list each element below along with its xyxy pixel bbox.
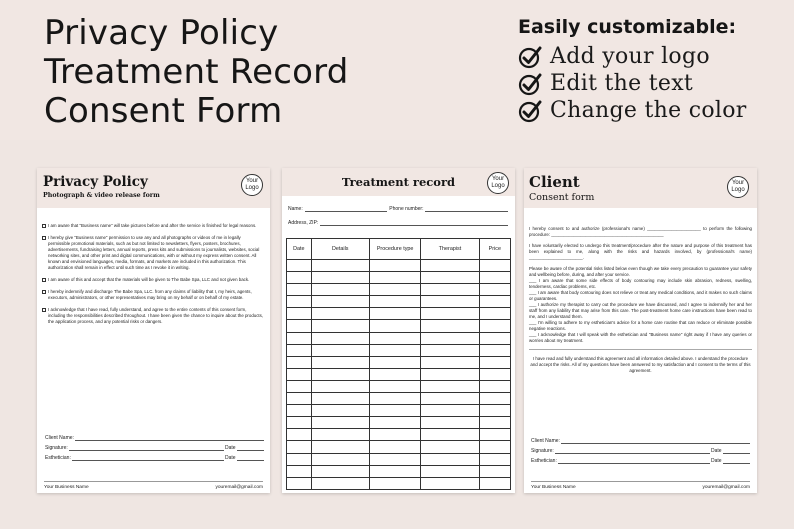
table-cell[interactable] [421, 320, 479, 332]
privacy-policy-page [37, 168, 270, 493]
table-row [287, 441, 511, 453]
table-body [287, 260, 511, 490]
paragraph: Please be aware of the potential risks listed below even though we take every precaution to guarantee your safety and wellbeing before, during, and after your service. ___ I am aware that some side effects of body contouring may include skin abrasion, redness, swelling, tenderness, cardiac problems, etc. ___ I am aware that body contouring does not relieve or treat any medical conditions, and it makes no such claims or guarantees. ___ I authorize my therapist to carry out the procedure we have discussed, and I agree to indemnify her and her staff from any liability that may arise from this care. The post-treatment home care instructions have been read to me, and I understand them. ___ I'm willing to adhere to my esthetician's advice for a home care routine that can reduce or eliminate possible negative reactions. ___ I acknowledge that I will speak with the esthetician and "Business name" right away if I have any queries or worries about my treatment. [529, 266, 752, 343]
table-cell[interactable] [311, 417, 369, 429]
table-cell[interactable] [369, 308, 421, 320]
table-cell[interactable] [421, 332, 479, 344]
table-cell[interactable] [479, 465, 510, 477]
list-item: I acknowledge that I have read, fully understand, and agree to the entire contents of this consent form, including the responsibilities described throughout. I have been given the chance to inquire about the products, the application process, and any potential risks or dangers. [42, 307, 264, 325]
table-cell[interactable] [421, 393, 479, 405]
table-row [287, 477, 511, 489]
client-name-field[interactable]: Client Name: [531, 438, 751, 444]
checkbox[interactable] [42, 278, 46, 282]
address-row[interactable]: Address, ZIP: [288, 220, 510, 226]
table-cell[interactable] [287, 453, 312, 465]
checkbox[interactable] [42, 290, 46, 294]
table-cell[interactable] [311, 441, 369, 453]
list-item: I hereby indemnify and discharge The Babe Spa, LLC. from any claims of liability that I, my heirs, agents, executors, administrators, or other representatives may bring on my behalf or on behalf of my estate. [42, 289, 264, 301]
table-cell[interactable] [421, 308, 479, 320]
table-cell[interactable] [287, 441, 312, 453]
table-cell[interactable] [287, 393, 312, 405]
table-cell[interactable] [287, 417, 312, 429]
column-header: Details [311, 239, 369, 260]
table-row [287, 368, 511, 380]
table-cell[interactable] [479, 260, 510, 272]
table-cell[interactable] [369, 380, 421, 392]
table-cell[interactable] [479, 393, 510, 405]
column-header: Price [479, 239, 510, 260]
paragraph: I hereby consent to and authorize (professional's name) ______________________ to perform the following procedure: ______________________________________________ [529, 226, 752, 237]
list-item: I am aware that "Business name" will take pictures before and after the service is finished for legal reasons. [42, 223, 264, 229]
title-line: Privacy Policy [44, 13, 279, 53]
table-cell[interactable] [479, 405, 510, 417]
table-cell[interactable] [421, 368, 479, 380]
table-cell[interactable] [421, 380, 479, 392]
client-name-field[interactable]: Client Name: [45, 435, 265, 441]
feature-item [518, 43, 788, 70]
table-cell[interactable] [421, 465, 479, 477]
table-cell[interactable] [479, 296, 510, 308]
list-item: I am aware of this and accept that the materials will be given to The Babe Spa, LLC and not given back. [42, 277, 264, 283]
table-row [287, 332, 511, 344]
page-subtitle: Consent form [529, 192, 595, 203]
table-cell[interactable] [421, 429, 479, 441]
signature-field[interactable]: Signature: Date [45, 445, 265, 451]
checkmark-icon [518, 72, 544, 96]
table-cell[interactable] [287, 429, 312, 441]
table-cell[interactable] [421, 453, 479, 465]
table-cell[interactable] [421, 417, 479, 429]
client-fields [288, 206, 510, 234]
table-cell[interactable] [287, 344, 312, 356]
table-cell[interactable] [311, 477, 369, 489]
logo-placeholder: Your Logo [241, 174, 263, 196]
table-cell[interactable] [311, 393, 369, 405]
table-cell[interactable] [311, 308, 369, 320]
table-cell[interactable] [311, 272, 369, 284]
table-cell[interactable] [369, 356, 421, 368]
page-title: Treatment record [341, 175, 456, 189]
name-phone-row[interactable]: Name: Phone number: [288, 206, 510, 212]
page-subtitle: Photograph & video release form [43, 192, 160, 199]
checkbox[interactable] [42, 308, 46, 312]
table-row [287, 465, 511, 477]
table-cell[interactable] [421, 296, 479, 308]
table-cell[interactable] [287, 308, 312, 320]
table-cell[interactable] [287, 356, 312, 368]
feature-label: Change the color [550, 98, 747, 123]
checkbox[interactable] [42, 236, 46, 240]
table-cell[interactable] [287, 320, 312, 332]
table-row [287, 308, 511, 320]
column-header: Procedure type [369, 239, 421, 260]
title-line: Treatment Record [44, 52, 349, 92]
table-cell[interactable] [421, 405, 479, 417]
table-cell[interactable] [287, 296, 312, 308]
table-row [287, 356, 511, 368]
table-cell[interactable] [369, 393, 421, 405]
table-cell[interactable] [479, 477, 510, 489]
esthetician-field[interactable]: Esthetician: Date [45, 455, 265, 461]
product-titles [44, 14, 349, 131]
esthetician-field[interactable]: Esthetician: Date [531, 458, 751, 464]
table-cell[interactable] [369, 332, 421, 344]
table-row [287, 296, 511, 308]
table-cell[interactable] [369, 441, 421, 453]
signature-field[interactable]: Signature: Date [531, 448, 751, 454]
table-cell[interactable] [287, 260, 312, 272]
page-footer: Your Business Name youremail@gmail.com [44, 481, 263, 490]
table-cell[interactable] [479, 380, 510, 392]
closing-statement: I have read and fully understand this agreement and all information detailed above. I understand the procedure and accept the risks. All of my questions have been answered to my satisfaction and I consent to the terms of this agreement. [530, 356, 751, 373]
table-cell[interactable] [369, 417, 421, 429]
treatment-table [286, 238, 511, 490]
customize-heading: Easily customizable: [518, 16, 737, 38]
table-cell[interactable] [311, 368, 369, 380]
consent-body [529, 226, 752, 379]
table-cell[interactable] [421, 260, 479, 272]
treatment-record-page [282, 168, 515, 493]
feature-item [518, 70, 788, 97]
table-cell[interactable] [369, 344, 421, 356]
table-cell[interactable] [287, 380, 312, 392]
table-cell[interactable] [311, 332, 369, 344]
table-cell[interactable] [479, 453, 510, 465]
consent-form-page [524, 168, 757, 493]
table-cell[interactable] [479, 284, 510, 296]
table-cell[interactable] [421, 441, 479, 453]
table-cell[interactable] [369, 465, 421, 477]
page-header [282, 168, 515, 196]
table-row [287, 260, 511, 272]
table-cell[interactable] [479, 441, 510, 453]
paragraph: I have voluntarily elected to undergo this treatment/procedure after the nature and purpose of this treatment has been explained to me, along with the risks and hazards involved, by (professional's name) ______________________. [529, 243, 752, 260]
table-row [287, 405, 511, 417]
table-cell[interactable] [311, 453, 369, 465]
checkmark-icon [518, 99, 544, 123]
logo-placeholder: Your Logo [487, 172, 509, 194]
table-row [287, 393, 511, 405]
table-cell[interactable] [311, 465, 369, 477]
table-cell[interactable] [369, 477, 421, 489]
table-cell[interactable] [369, 368, 421, 380]
table-cell[interactable] [421, 284, 479, 296]
table-cell[interactable] [287, 405, 312, 417]
table-cell[interactable] [479, 368, 510, 380]
table-cell[interactable] [479, 417, 510, 429]
table-row [287, 380, 511, 392]
release-items [42, 223, 264, 331]
table-cell[interactable] [369, 284, 421, 296]
table-cell[interactable] [479, 429, 510, 441]
feature-label: Add your logo [550, 44, 710, 69]
table-cell[interactable] [311, 429, 369, 441]
logo-placeholder: Your Logo [727, 176, 749, 198]
table-row [287, 429, 511, 441]
table-cell[interactable] [311, 320, 369, 332]
table-cell[interactable] [369, 453, 421, 465]
table-cell[interactable] [369, 405, 421, 417]
table-row [287, 284, 511, 296]
table-cell[interactable] [369, 272, 421, 284]
table-cell[interactable] [369, 429, 421, 441]
feature-item [518, 97, 788, 124]
table-row [287, 344, 511, 356]
checkmark-icon [518, 45, 544, 69]
table-cell[interactable] [479, 308, 510, 320]
table-cell[interactable] [479, 356, 510, 368]
table-cell[interactable] [311, 405, 369, 417]
table-row [287, 320, 511, 332]
table-cell[interactable] [311, 284, 369, 296]
table-row [287, 417, 511, 429]
table-cell[interactable] [421, 344, 479, 356]
title-line: Consent Form [44, 91, 283, 131]
table-cell[interactable] [287, 284, 312, 296]
list-item: I hereby give "Business name" permission to use any and all photographs or videos of me in legally permissible promotional materials, such as but not limited to newsletters, flyers, posters, brochures, advertisements, fundraising letters, annual reports, press kits and submissions to journalists, websites, social networking sites, and other print and digital communications, with or without my express written consent. All known and envisioned languages, media, formats, and markets are included in this authorization. This authorization shall remain in effect until such time as I revoke it in writing. [42, 235, 264, 271]
table-cell[interactable] [287, 272, 312, 284]
table-cell[interactable] [311, 356, 369, 368]
table-cell[interactable] [311, 344, 369, 356]
table-cell[interactable] [287, 368, 312, 380]
table-cell[interactable] [421, 477, 479, 489]
table-cell[interactable] [369, 296, 421, 308]
table-cell[interactable] [287, 477, 312, 489]
feature-label: Edit the text [550, 71, 694, 96]
page-header [524, 168, 757, 208]
table-cell[interactable] [369, 260, 421, 272]
page-title: Privacy Policy [43, 174, 148, 190]
page-footer: Your Business Name youremail@gmail.com [531, 481, 750, 490]
table-cell[interactable] [479, 332, 510, 344]
table-cell[interactable] [311, 260, 369, 272]
table-cell[interactable] [287, 332, 312, 344]
customization-list [518, 14, 788, 124]
table-cell[interactable] [479, 272, 510, 284]
table-cell[interactable] [421, 356, 479, 368]
page-header [37, 168, 270, 208]
column-header: Therapist [421, 239, 479, 260]
checkbox[interactable] [42, 224, 46, 228]
table-cell[interactable] [311, 380, 369, 392]
table-cell[interactable] [311, 296, 369, 308]
table-cell[interactable] [479, 320, 510, 332]
table-cell[interactable] [369, 320, 421, 332]
table-cell[interactable] [287, 465, 312, 477]
page-title: Client [529, 173, 580, 191]
table-cell[interactable] [421, 272, 479, 284]
table-cell[interactable] [479, 344, 510, 356]
column-header: Date [287, 239, 312, 260]
table-row [287, 272, 511, 284]
table-row [287, 453, 511, 465]
